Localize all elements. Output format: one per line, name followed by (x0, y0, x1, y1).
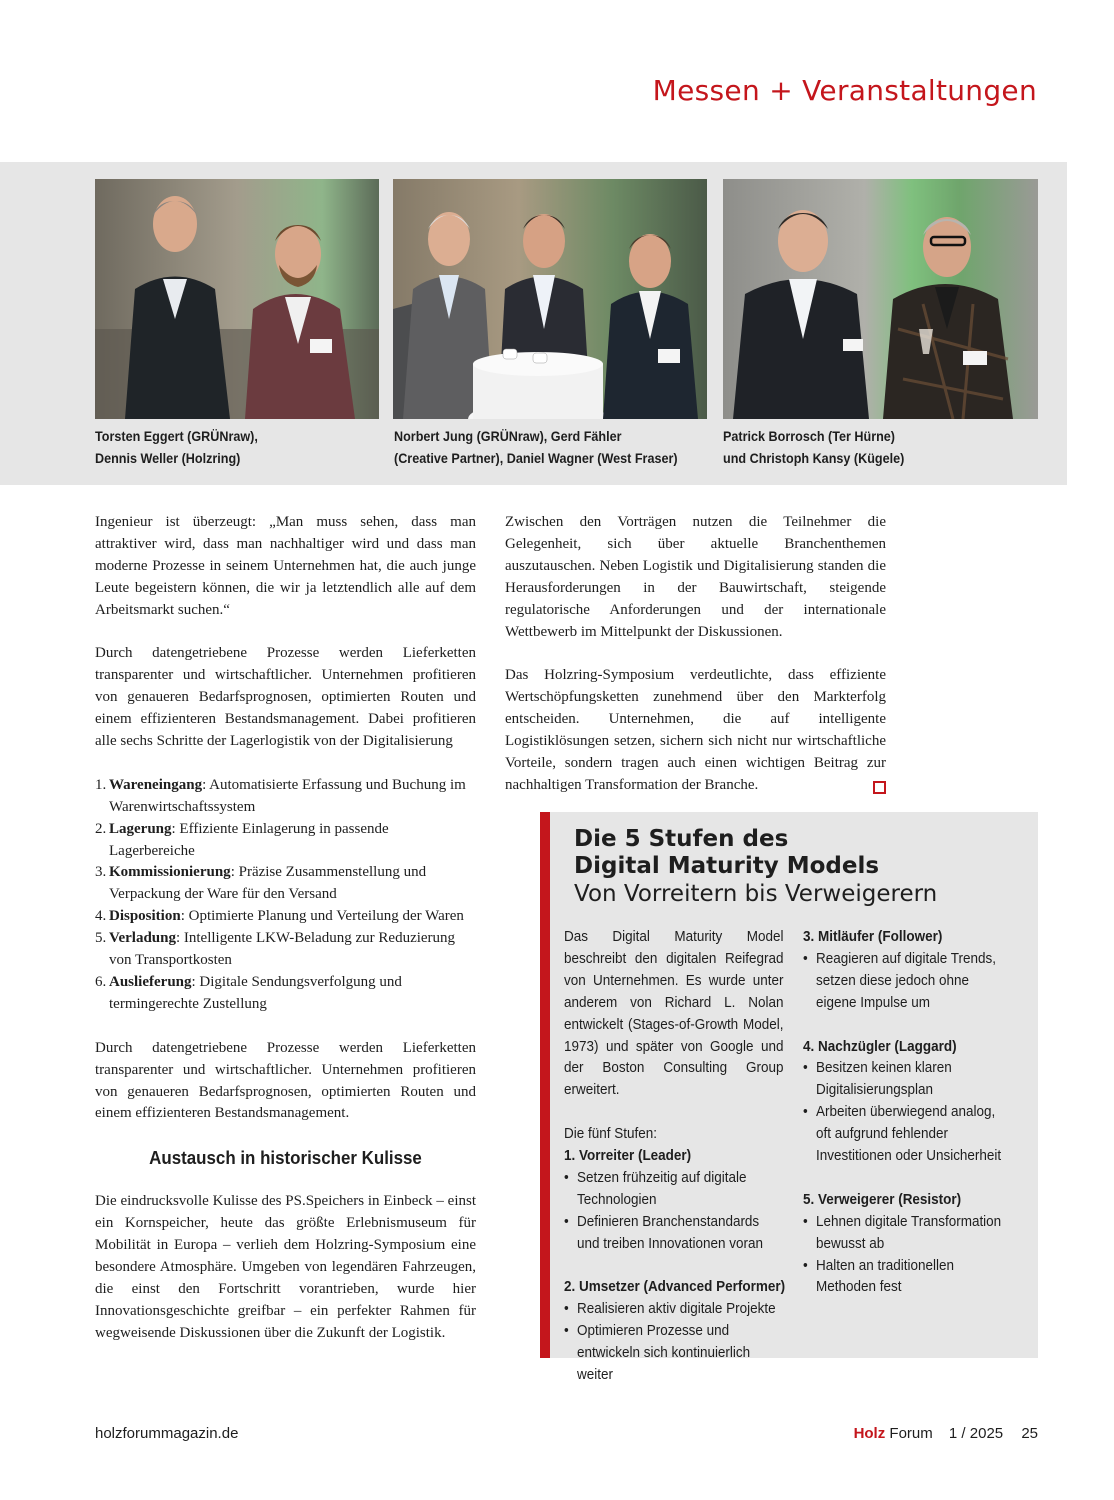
stages-intro: Die fünf Stufen: (564, 1126, 657, 1143)
footer-website-link[interactable]: holzforummagazin.de (95, 1425, 239, 1442)
stage-title: 2. Umsetzer (Advanced Performer) (564, 1279, 786, 1296)
list-number: 3. (95, 864, 107, 881)
caption-line: Dennis Weller (Holzring) (95, 450, 241, 466)
footer-issue-info (854, 1425, 1038, 1442)
stage-bullets (803, 1212, 1012, 1300)
info-box-title (574, 826, 1044, 908)
page-number: 25 (1021, 1425, 1038, 1442)
stage-bullets (564, 1299, 783, 1387)
bullet-item: • Optimieren Prozesse und entwickeln sich kontinuierlich weiter (564, 1321, 783, 1387)
caption-line: Norbert Jung (GRÜNraw), Gerd Fähler (394, 428, 622, 444)
caption-photo-2 (394, 425, 678, 469)
magazine-brand-forum: Forum (889, 1425, 933, 1442)
list-text: : Präzise Zusammenstellung und Verpackung der Ware für den Versand (109, 864, 427, 903)
paragraph: Zwischen den Vorträgen nutzen die Teilnehmer die Gelegenheit, sich über aktuelle Branchenthemen auszutauschen. Neben Logistik und Digitalisierung standen die Herausforderungen in der Bauwirtschaft, steigende regulatorische Anforderungen und der internationale Wettbewerb im Mittelpunkt der Diskussionen. (505, 514, 886, 640)
paragraph (505, 665, 886, 796)
list-term: Disposition (109, 908, 181, 925)
list-text: : Intelligente LKW-Beladung zur Reduzierung von Transportkosten (109, 930, 456, 969)
left-column (95, 512, 476, 1345)
list-item (95, 928, 476, 972)
list-term: Wareneingang (109, 776, 203, 793)
paragraph: Ingenieur ist überzeugt: „Man muss sehen, dass man attraktiver wird, dass man nachhaltiger wird und dass man moderne Prozesse in seinem Unternehmen hat, die auch junge Leute begeistern können, die wir ja letztendlich alle auf dem Arbeitsmarkt suchen.“ (95, 514, 476, 618)
logistics-steps-list (95, 775, 476, 1016)
info-box-intro: Das Digital Maturity Model beschreibt den digitalen Reifegrad von Unternehmen. Es wurde unter anderem von Richard L. Nolan entwickelt (Stages-of-Growth Model, 1973) und später von Google und der Boston Consulting Group erweitert. (564, 929, 784, 1099)
info-box-column-left (564, 927, 801, 1387)
list-item (95, 906, 476, 928)
paragraph: Die eindrucksvolle Kulisse des PS.Speichers in Einbeck – einst ein Kornspeicher, heute das größte Erlebnismuseum für Mobilität in Europa – verlieh dem Holzring-Symposium eine besondere Atmosphäre. Umgeben von legendären Fahrzeugen, die einst den Fortschritt vorantrieben, wurde hier Innovationsgeschichte greifbar – ein perfekter Rahmen für wegweisende Diskussionen über die Zukunft der Logistik. (95, 1193, 476, 1341)
caption-line: und Christoph Kansy (Kügele) (723, 450, 905, 466)
info-box-title-line: Digital Maturity Models (574, 853, 880, 879)
info-box-subtitle: Von Vorreitern bis Verweigerern (574, 881, 938, 907)
list-number: 2. (95, 820, 107, 837)
stage-title: 5. Verweigerer (Resistor) (803, 1191, 962, 1208)
bullet-item: • Halten an traditionellen Methoden fest (803, 1256, 1012, 1300)
list-number: 6. (95, 974, 107, 990)
list-term: Lagerung (109, 820, 172, 837)
caption-line: Patrick Borrosch (Ter Hürne) (723, 428, 896, 444)
info-box-digital-maturity (540, 812, 1038, 1384)
magazine-brand-holz: Holz (853, 1425, 886, 1442)
list-text: : Automatisierte Erfassung und Buchung im Warenwirtschaftssystem (109, 776, 466, 815)
caption-photo-1 (95, 425, 258, 469)
bullet-item: • Setzen frühzeitig auf digitale Technologien (564, 1168, 783, 1212)
bullet-item: • Definieren Branchenstandards und treiben Innovationen voran (564, 1212, 783, 1256)
stage-bullets (803, 949, 1012, 1015)
list-number: 4. (95, 908, 107, 925)
list-item (95, 972, 476, 1016)
paragraph: Durch datengetriebene Prozesse werden Lieferketten transparenter und wirtschaftlicher. Unternehmen profitieren von genaueren Bedarfsprognosen, optimierten Routen und einem effizienteren Bestandsmanagement. Dabei profitieren alle sechs Schritte der Lagerlogistik von der Digitalisierung (95, 645, 476, 750)
list-text: : Effiziente Einlagerung in passende Lagerbereiche (109, 820, 389, 859)
paragraph-text: Das Holzring-Symposium verdeutlichte, dass effiziente Wertschöpfungsketten zunehmend über den Markterfolg entscheiden. Unternehmen, die auf intelligente Logistiklösungen setzen, sichern sich nicht nur wirtschaftliche Vorteile, sondern tragen auch einen wichtigen Beitrag zur nachhaltigen Transformation der Branche. (505, 667, 886, 793)
list-number: 5. (95, 930, 107, 947)
caption-photo-3 (723, 425, 904, 469)
list-term: Auslieferung (109, 974, 192, 990)
list-text: : Optimierte Planung und Verteilung der Waren (180, 908, 464, 925)
caption-line: (Creative Partner), Daniel Wagner (West Fraser) (394, 450, 678, 466)
list-item (95, 775, 476, 819)
photo-eggert-weller (95, 179, 379, 419)
stage-bullets (564, 1168, 783, 1256)
photo-borrosch-kansy (723, 179, 1038, 419)
right-column (505, 512, 886, 797)
section-title: Messen + Veranstaltungen (652, 74, 1037, 107)
paragraph: Durch datengetriebene Prozesse werden Lieferketten transparenter und wirtschaftlicher. Unternehmen profitieren von genaueren Bedarfsprognosen, optimierten Routen und einem effizienteren Bestandsmanagement. (95, 1039, 476, 1122)
bullet-item: • Reagieren auf digitale Trends, setzen diese jedoch ohne eigene Impulse um (803, 949, 1012, 1015)
stage-title: 4. Nachzügler (Laggard) (803, 1038, 957, 1055)
stage-title: 1. Vorreiter (Leader) (564, 1148, 692, 1165)
list-item (95, 862, 476, 906)
photo-jung-faehler-wagner (393, 179, 707, 419)
end-of-article-icon (873, 781, 886, 794)
bullet-item: • Realisieren aktiv digitale Projekte (564, 1299, 783, 1321)
list-term: Verladung (109, 930, 176, 947)
list-text: : Digitale Sendungsverfolgung und termingerechte Zustellung (109, 974, 402, 1012)
bullet-item: • Besitzen keinen klaren Digitalisierungsplan (803, 1058, 1012, 1102)
bullet-item: • Arbeiten überwiegend analog, oft aufgrund fehlender Investitionen oder Unsicherheit (803, 1102, 1012, 1168)
subheading: Austausch in historischer Kulisse (149, 1148, 422, 1169)
stage-title: 3. Mitläufer (Follower) (803, 929, 943, 945)
list-number: 1. (95, 776, 107, 793)
bullet-item: • Lehnen digitale Transformation bewusst ab (803, 1212, 1012, 1256)
list-item (95, 819, 476, 863)
issue-number: 1 / 2025 (948, 1425, 1004, 1442)
list-term: Kommissionierung (109, 864, 231, 881)
stage-bullets (803, 1058, 1012, 1168)
info-box-column-right (803, 927, 1038, 1299)
info-box-title-line: Die 5 Stufen des (574, 826, 789, 852)
caption-line: Torsten Eggert (GRÜNraw), (95, 428, 258, 444)
